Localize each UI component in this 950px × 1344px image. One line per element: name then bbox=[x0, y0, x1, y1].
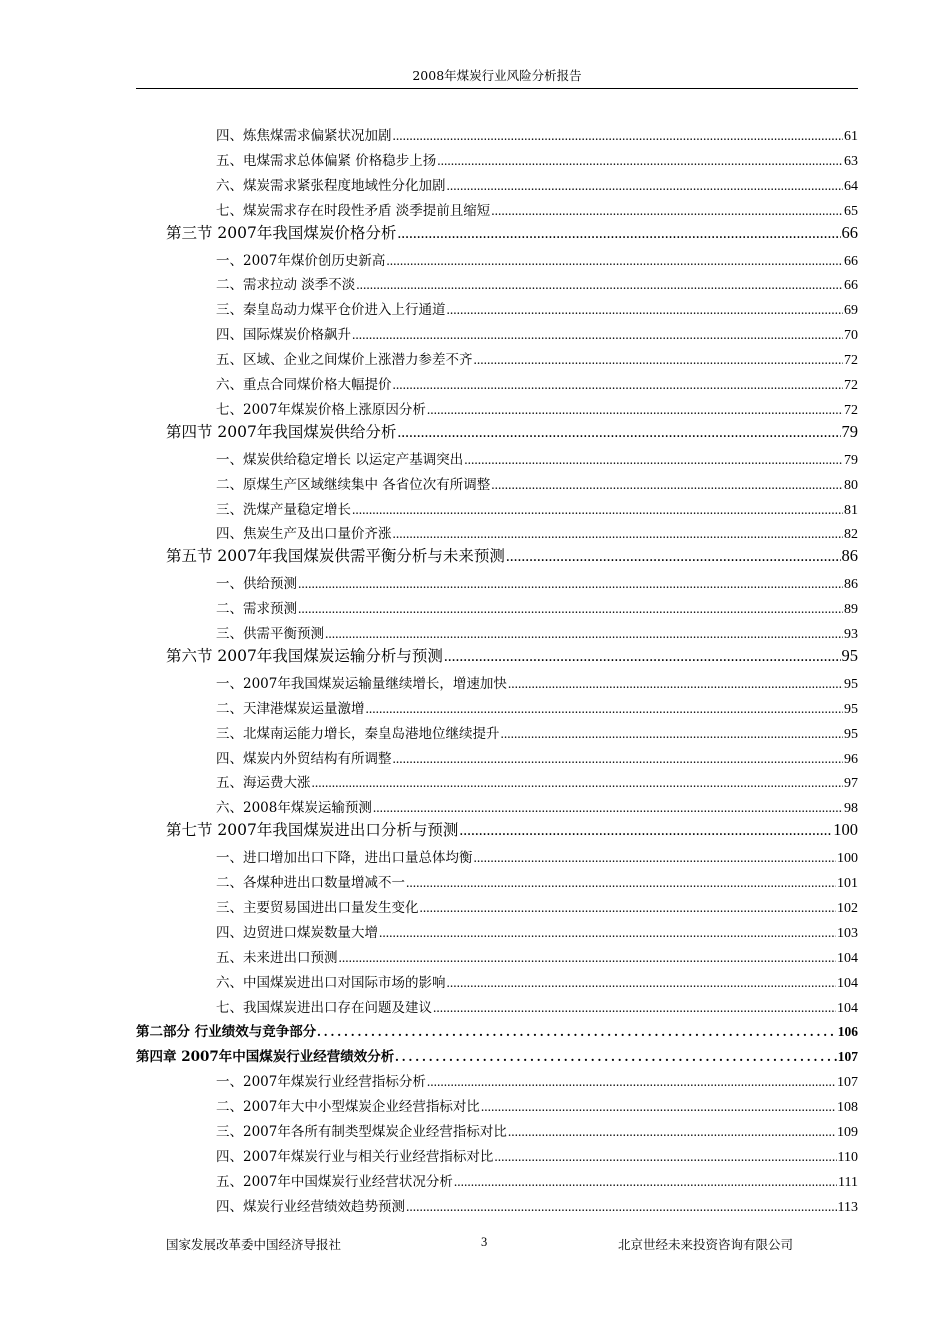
toc-entry-page-number: 72 bbox=[844, 378, 858, 393]
toc-entry-page-number: 65 bbox=[844, 203, 858, 219]
toc-dot-leader bbox=[298, 601, 843, 617]
toc-entry-title: 四、2007年煤炭行业与相关行业经营指标对比 bbox=[216, 1148, 494, 1165]
toc-section-entry[interactable] bbox=[166, 221, 858, 243]
toc-dot-leader bbox=[393, 751, 844, 767]
toc-entry-page-number: 82 bbox=[844, 527, 858, 543]
toc-entry-title: 四、煤炭内外贸结构有所调整 bbox=[216, 750, 392, 767]
toc-item-entry[interactable] bbox=[216, 796, 858, 816]
toc-entry-page-number: 104 bbox=[837, 1000, 858, 1016]
toc-dot-leader bbox=[393, 377, 844, 393]
toc-entry-page-number: 72 bbox=[844, 402, 858, 418]
toc-dot-leader bbox=[494, 1149, 836, 1165]
toc-item-entry[interactable] bbox=[216, 373, 858, 393]
toc-entry-title: 第五节 2007年我国煤炭供需平衡分析与未来预测 bbox=[166, 547, 505, 566]
toc-entry-title: 三、2007年各所有制类型煤炭企业经营指标对比 bbox=[216, 1124, 507, 1140]
toc-entry-page-number: 80 bbox=[844, 477, 858, 493]
page-header-title: 2008年煤炭行业风险分析报告 bbox=[412, 68, 582, 83]
toc-section-entry[interactable] bbox=[166, 818, 858, 840]
toc-item-entry[interactable] bbox=[216, 971, 858, 991]
toc-item-entry[interactable] bbox=[216, 921, 858, 941]
toc-entry-title: 三、北煤南运能力增长，秦皇岛港地位继续提升 bbox=[216, 725, 500, 742]
toc-item-entry[interactable] bbox=[216, 1170, 858, 1190]
toc-item-entry[interactable] bbox=[216, 996, 858, 1016]
toc-dot-leader bbox=[427, 1074, 836, 1090]
toc-item-entry[interactable] bbox=[216, 572, 858, 592]
toc-item-entry[interactable] bbox=[216, 871, 858, 891]
toc-dot-leader bbox=[464, 452, 843, 468]
toc-dot-leader bbox=[393, 526, 844, 542]
toc-entry-title: 二、原煤生产区域继续集中 各省位次有所调整 bbox=[216, 476, 491, 493]
toc-dot-leader bbox=[481, 1099, 836, 1115]
toc-section-entry[interactable] bbox=[166, 420, 858, 442]
toc-item-entry[interactable] bbox=[216, 249, 858, 269]
toc-entry-title: 六、煤炭需求紧张程度地域性分化加剧 bbox=[216, 177, 446, 194]
toc-item-entry[interactable] bbox=[216, 697, 858, 717]
toc-entry-title: 三、主要贸易国进出口量发生变化 bbox=[216, 899, 419, 916]
toc-entry-title: 二、天津港煤炭运量激增 bbox=[216, 700, 365, 717]
toc-dot-leader bbox=[397, 225, 840, 243]
toc-entry-page-number: 89 bbox=[844, 602, 858, 618]
toc-entry-page-number: 72 bbox=[844, 353, 858, 369]
toc-entry-title: 二、需求拉动 淡季不淡 bbox=[216, 277, 356, 294]
toc-dot-leader bbox=[447, 302, 844, 318]
toc-entry-title: 四、边贸进口煤炭数量大增 bbox=[216, 924, 378, 941]
toc-dot-leader bbox=[352, 327, 843, 343]
toc-entry-page-number: 109 bbox=[837, 1125, 858, 1140]
toc-item-entry[interactable] bbox=[216, 124, 858, 144]
toc-item-entry[interactable] bbox=[216, 522, 858, 542]
toc-entry-title: 三、洗煤产量稳定增长 bbox=[216, 501, 351, 518]
toc-entry-page-number: 101 bbox=[837, 876, 858, 891]
toc-entry-title: 二、需求预测 bbox=[216, 601, 297, 618]
toc-entry-page-number: 95 bbox=[844, 726, 858, 742]
toc-entry-page-number: 108 bbox=[837, 1100, 858, 1116]
toc-entry-page-number: 70 bbox=[844, 328, 858, 344]
toc-item-entry[interactable] bbox=[216, 1145, 858, 1165]
toc-entry-page-number: 104 bbox=[837, 950, 858, 966]
toc-item-entry[interactable] bbox=[216, 946, 858, 966]
toc-dot-leader bbox=[474, 352, 844, 368]
toc-dot-leader bbox=[397, 424, 840, 442]
toc-entry-title: 五、电煤需求总体偏紧 价格稳步上扬 bbox=[216, 152, 437, 169]
toc-entry-page-number: 95 bbox=[844, 676, 858, 692]
toc-entry-page-number: 95 bbox=[844, 701, 858, 717]
toc-entry-page-number: 66 bbox=[844, 253, 858, 269]
toc-dot-leader bbox=[356, 277, 843, 293]
toc-item-entry[interactable] bbox=[216, 896, 858, 916]
toc-item-entry[interactable] bbox=[216, 672, 858, 692]
toc-entry-title: 六、重点合同煤价格大幅提价 bbox=[216, 377, 392, 393]
toc-dot-leader bbox=[373, 800, 843, 816]
toc-item-entry[interactable] bbox=[216, 597, 858, 617]
toc-dot-leader bbox=[508, 676, 843, 692]
toc-item-entry[interactable] bbox=[216, 747, 858, 767]
toc-entry-page-number: 79 bbox=[844, 452, 858, 468]
footer-page-number: 3 bbox=[481, 1235, 488, 1249]
toc-entry-page-number: 98 bbox=[844, 801, 858, 817]
toc-dot-leader bbox=[395, 1049, 836, 1065]
toc-item-entry[interactable] bbox=[216, 448, 858, 468]
toc-entry-title: 七、煤炭需求存在时段性矛盾 淡季提前且缩短 bbox=[216, 202, 491, 219]
toc-dot-leader bbox=[325, 626, 843, 642]
toc-dot-leader bbox=[501, 726, 844, 742]
toc-entry-page-number: 97 bbox=[844, 776, 858, 792]
footer-company: 北京世经未来投资咨询有限公司 bbox=[618, 1237, 794, 1252]
toc-item-entry[interactable] bbox=[216, 174, 858, 194]
toc-entry-title: 第四章 2007年中国煤炭行业经营绩效分析 bbox=[136, 1049, 395, 1066]
header-divider bbox=[136, 88, 858, 89]
toc-dot-leader bbox=[386, 253, 843, 269]
toc-entry-page-number: 81 bbox=[844, 502, 858, 518]
toc-entry-page-number: 111 bbox=[838, 1174, 858, 1190]
toc-dot-leader bbox=[312, 775, 844, 791]
toc-entry-title: 四、国际煤炭价格飙升 bbox=[216, 327, 351, 344]
toc-dot-leader bbox=[406, 875, 836, 891]
toc-entry-page-number: 79 bbox=[841, 421, 858, 441]
toc-entry-page-number: 93 bbox=[844, 627, 858, 642]
toc-entry-title: 四、焦炭生产及出口量价齐涨 bbox=[216, 526, 392, 543]
toc-dot-leader bbox=[427, 402, 843, 418]
toc-dot-leader bbox=[352, 502, 843, 518]
toc-dot-leader bbox=[459, 822, 832, 840]
toc-entry-title: 三、秦皇岛动力煤平仓价进入上行通道 bbox=[216, 302, 446, 319]
toc-dot-leader bbox=[474, 850, 837, 866]
toc-item-entry[interactable] bbox=[216, 323, 858, 343]
toc-entry-title: 五、2007年中国煤炭行业经营状况分析 bbox=[216, 1173, 453, 1190]
toc-dot-leader bbox=[506, 548, 841, 566]
toc-dot-leader bbox=[444, 648, 841, 666]
toc-entry-page-number: 96 bbox=[844, 751, 858, 767]
toc-dot-leader bbox=[339, 950, 837, 966]
toc-dot-leader bbox=[420, 900, 837, 916]
toc-entry-title: 七、我国煤炭进出口存在问题及建议 bbox=[216, 999, 432, 1016]
toc-dot-leader bbox=[447, 178, 844, 194]
toc-entry-title: 一、煤炭供给稳定增长 以运定产基调突出 bbox=[216, 451, 464, 468]
toc-item-entry[interactable] bbox=[216, 298, 858, 318]
toc-dot-leader bbox=[454, 1174, 837, 1190]
toc-entry-title: 第二部分 行业绩效与竞争部分 bbox=[136, 1024, 317, 1041]
toc-dot-leader bbox=[406, 1199, 837, 1215]
toc-dot-leader bbox=[298, 576, 843, 592]
toc-item-entry[interactable] bbox=[216, 1120, 858, 1140]
toc-entry-page-number: 107 bbox=[837, 1075, 858, 1091]
toc-entry-title: 一、进口增加出口下降，进出口量总体均衡 bbox=[216, 850, 473, 867]
toc-section-entry[interactable] bbox=[166, 644, 858, 666]
toc-dot-leader bbox=[491, 203, 843, 219]
toc-entry-title: 五、海运费大涨 bbox=[216, 775, 311, 792]
toc-section-entry[interactable] bbox=[166, 544, 858, 566]
toc-entry-title: 二、2007年大中小型煤炭企业经营指标对比 bbox=[216, 1099, 480, 1116]
toc-entry-title: 二、各煤种进出口数量增减不一 bbox=[216, 875, 405, 891]
toc-entry-page-number: 113 bbox=[837, 1199, 858, 1215]
toc-dot-leader bbox=[508, 1124, 836, 1140]
toc-entry-page-number: 69 bbox=[844, 303, 858, 319]
toc-item-entry[interactable] bbox=[216, 348, 858, 368]
toc-item-entry[interactable] bbox=[216, 398, 858, 418]
toc-dot-leader bbox=[433, 1000, 836, 1016]
toc-item-entry[interactable] bbox=[216, 199, 858, 219]
toc-item-entry[interactable] bbox=[216, 1070, 858, 1090]
toc-dot-leader bbox=[491, 477, 843, 493]
toc-entry-title: 五、未来进出口预测 bbox=[216, 949, 338, 966]
toc-entry-title: 第六节 2007年我国煤炭运输分析与预测 bbox=[166, 646, 443, 665]
toc-entry-title: 一、2007年煤价创历史新高 bbox=[216, 252, 386, 269]
toc-entry-page-number: 63 bbox=[844, 153, 858, 169]
toc-entry-page-number: 61 bbox=[844, 129, 858, 144]
toc-dot-leader bbox=[317, 1024, 837, 1040]
toc-entry-title: 第四节 2007年我国煤炭供给分析 bbox=[166, 422, 397, 441]
toc-item-entry[interactable] bbox=[216, 1095, 858, 1115]
toc-item-entry[interactable] bbox=[216, 622, 858, 642]
toc-entry-page-number: 100 bbox=[837, 851, 858, 867]
toc-entry-title: 六、2008年煤炭运输预测 bbox=[216, 800, 372, 817]
toc-item-entry[interactable] bbox=[216, 771, 858, 791]
toc-entry-page-number: 102 bbox=[837, 900, 858, 916]
toc-entry-title: 四、煤炭行业经营绩效趋势预测 bbox=[216, 1198, 405, 1215]
toc-entry-title: 第三节 2007年我国煤炭价格分析 bbox=[166, 223, 397, 242]
toc-item-entry[interactable] bbox=[216, 149, 858, 169]
toc-item-entry[interactable] bbox=[216, 846, 858, 866]
toc-entry-title: 一、2007年煤炭行业经营指标分析 bbox=[216, 1074, 426, 1091]
toc-entry-title: 三、供需平衡预测 bbox=[216, 626, 324, 642]
toc-item-entry[interactable] bbox=[216, 473, 858, 493]
toc-entry-page-number: 86 bbox=[844, 577, 858, 593]
toc-entry-title: 六、中国煤炭进出口对国际市场的影响 bbox=[216, 974, 446, 991]
toc-dot-leader bbox=[447, 975, 837, 991]
toc-entry-page-number: 103 bbox=[837, 925, 858, 941]
toc-entry-page-number: 100 bbox=[833, 820, 858, 840]
toc-item-entry[interactable] bbox=[216, 498, 858, 518]
toc-entry-page-number: 95 bbox=[841, 645, 858, 665]
toc-entry-page-number: 110 bbox=[837, 1149, 858, 1165]
toc-part-entry[interactable] bbox=[136, 1045, 858, 1065]
toc-entry-title: 一、供给预测 bbox=[216, 576, 297, 593]
toc-entry-page-number: 104 bbox=[837, 975, 858, 991]
toc-item-entry[interactable] bbox=[216, 273, 858, 293]
toc-dot-leader bbox=[366, 701, 844, 717]
toc-entry-title: 四、炼焦煤需求偏紧状况加剧 bbox=[216, 128, 392, 144]
toc-dot-leader bbox=[379, 925, 836, 941]
toc-entry-page-number: 106 bbox=[837, 1024, 858, 1040]
toc-entry-page-number: 66 bbox=[841, 222, 858, 242]
toc-item-entry[interactable] bbox=[216, 722, 858, 742]
toc-entry-page-number: 107 bbox=[837, 1049, 858, 1065]
toc-entry-title: 一、2007年我国煤炭运输量继续增长，增速加快 bbox=[216, 675, 507, 692]
toc-entry-page-number: 66 bbox=[844, 278, 858, 294]
toc-entry-title: 七、2007年煤炭价格上涨原因分析 bbox=[216, 401, 426, 418]
toc-part-entry[interactable] bbox=[136, 1020, 858, 1040]
toc-entry-title: 第七节 2007年我国煤炭进出口分析与预测 bbox=[166, 821, 459, 840]
toc-entry-page-number: 64 bbox=[844, 178, 858, 194]
toc-dot-leader bbox=[393, 128, 844, 144]
footer-publisher: 国家发展改革委中国经济导报社 bbox=[166, 1237, 342, 1252]
toc-entry-title: 五、区域、企业之间煤价上涨潜力参差不齐 bbox=[216, 352, 473, 369]
toc-item-entry[interactable] bbox=[216, 1195, 858, 1215]
toc-entry-page-number: 86 bbox=[841, 546, 858, 566]
toc-dot-leader bbox=[437, 153, 843, 169]
